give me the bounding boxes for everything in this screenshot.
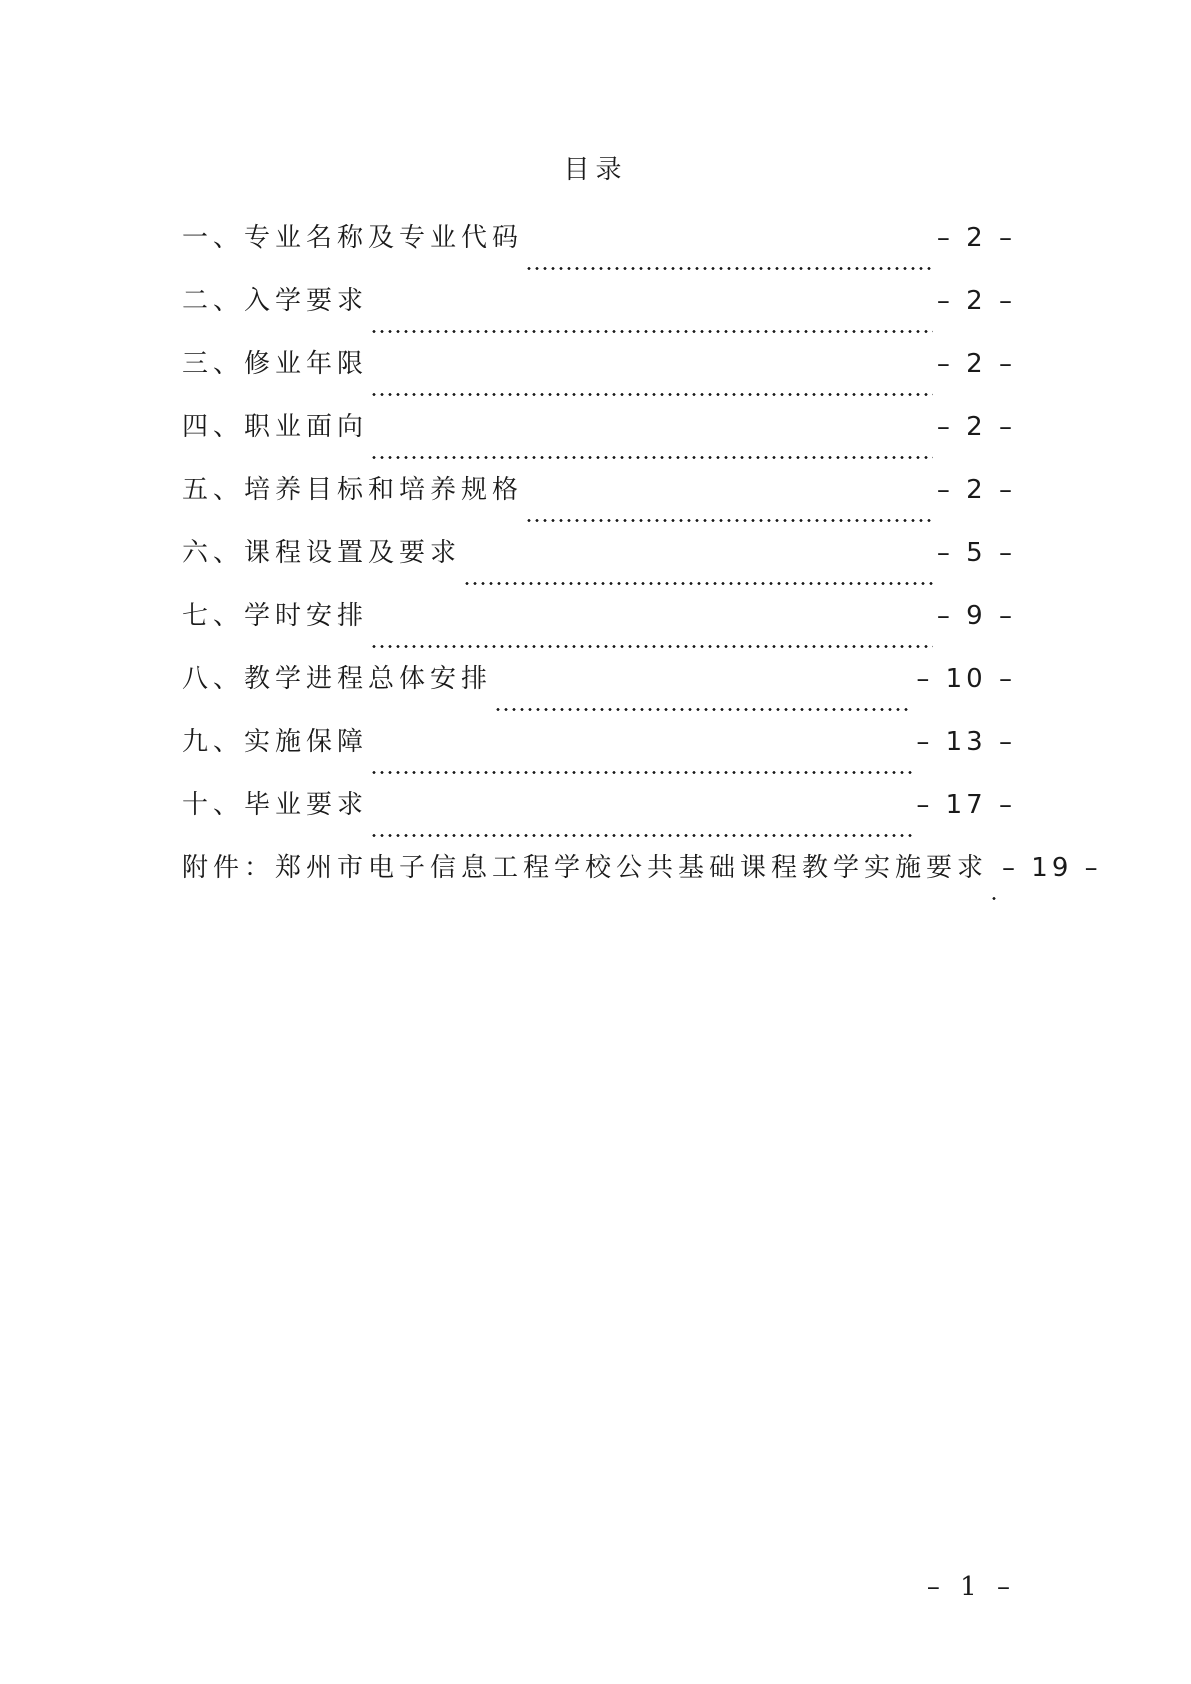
toc-entry-page: – 2 – — [936, 223, 1016, 253]
toc-entry-label: 六、课程设置及要求 — [182, 538, 462, 568]
toc-entry-label: 十、毕业要求 — [182, 790, 369, 820]
toc-entry-4[interactable] — [182, 407, 1016, 470]
toc-entry-label: 九、实施保障 — [182, 727, 369, 757]
toc-entry-label: 一、专业名称及专业代码 — [182, 223, 524, 253]
dot-leader — [525, 519, 933, 522]
toc-entry-1[interactable] — [182, 218, 1016, 281]
dot-leader — [370, 834, 912, 837]
dot-leader — [494, 708, 912, 711]
toc-entry-label: 附件：郑州市电子信息工程学校公共基础课程教学实施要求 — [182, 853, 989, 883]
dot-leader — [463, 582, 933, 585]
toc-list — [182, 218, 1102, 911]
toc-title: 目录 — [563, 155, 628, 185]
dot-leader — [370, 645, 933, 648]
toc-entry-5[interactable] — [182, 470, 1016, 533]
toc-entry-page: – 2 – — [936, 286, 1016, 316]
toc-entry-label: 七、学时安排 — [182, 601, 369, 631]
toc-entry-page: – 17 – — [916, 790, 1016, 820]
dot-leader — [370, 393, 933, 396]
toc-entry-page: – 9 – — [936, 601, 1016, 631]
toc-entry-7[interactable] — [182, 596, 1016, 659]
toc-entry-appendix[interactable] — [182, 848, 1102, 911]
toc-entry-page: – 2 – — [936, 349, 1016, 379]
dot-leader — [990, 897, 998, 900]
toc-entry-8[interactable] — [182, 659, 1016, 722]
toc-entry-9[interactable] — [182, 722, 1016, 785]
toc-entry-label: 二、入学要求 — [182, 286, 369, 316]
toc-entry-page: – 5 – — [936, 538, 1016, 568]
dot-leader — [370, 330, 933, 333]
toc-entry-10[interactable] — [182, 785, 1016, 848]
toc-entry-label: 八、教学进程总体安排 — [182, 664, 493, 694]
toc-entry-2[interactable] — [182, 281, 1016, 344]
toc-entry-6[interactable] — [182, 533, 1016, 596]
toc-entry-label: 四、职业面向 — [182, 412, 369, 442]
toc-entry-label: 五、培养目标和培养规格 — [182, 475, 524, 505]
toc-entry-3[interactable] — [182, 344, 1016, 407]
toc-entry-page: – 13 – — [916, 727, 1016, 757]
toc-entry-page: – 2 – — [936, 475, 1016, 505]
dot-leader — [525, 267, 933, 270]
toc-entry-page: – 10 – — [916, 664, 1016, 694]
toc-entry-page: – 2 – — [936, 412, 1016, 442]
toc-entry-label: 三、修业年限 — [182, 349, 369, 379]
dot-leader — [370, 771, 912, 774]
page-number: – 1 – — [926, 1572, 1016, 1602]
dot-leader — [370, 456, 933, 459]
toc-entry-page: – 19 – — [1002, 853, 1102, 883]
